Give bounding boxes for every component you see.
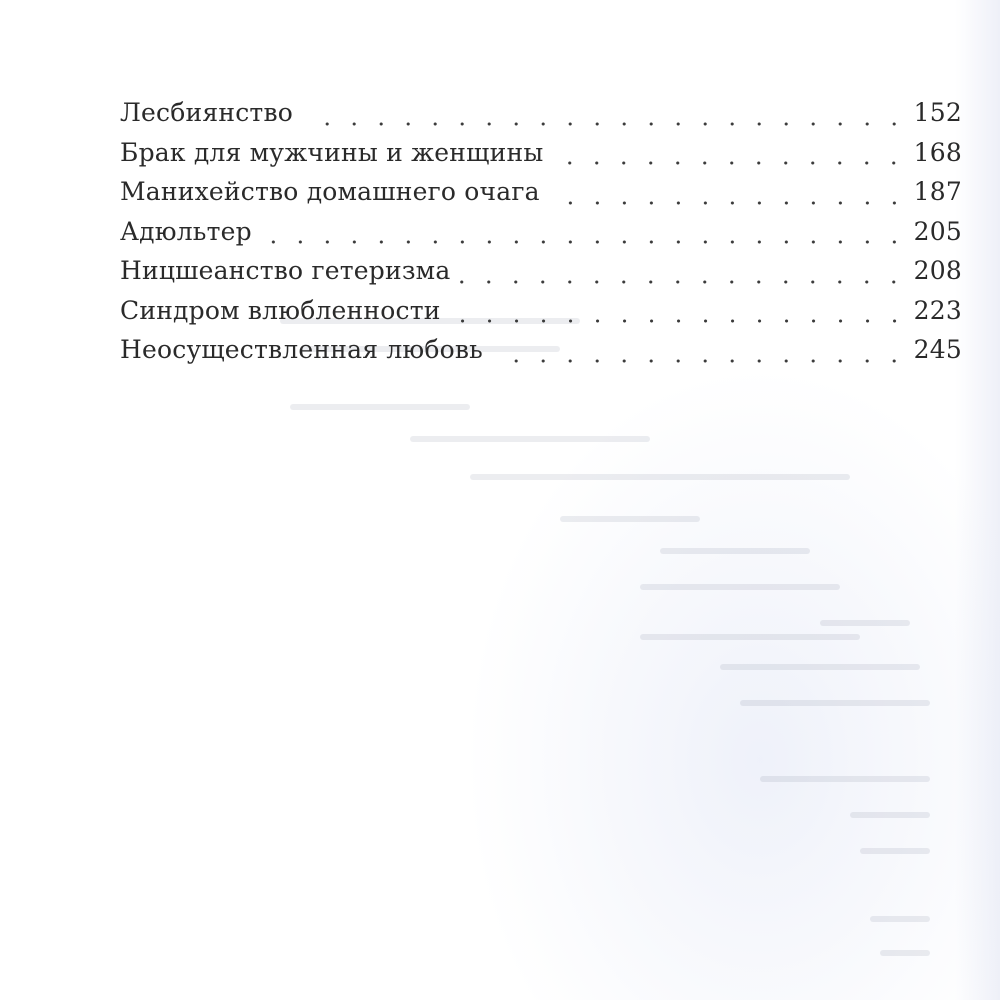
toc-entry-title: Манихейство домашнего очага	[120, 177, 540, 206]
dot-leader	[553, 161, 907, 165]
dot-leader	[550, 201, 908, 205]
toc-entry-page: 245	[913, 335, 962, 364]
toc-entry-page: 208	[913, 256, 962, 285]
dot-leader	[493, 359, 908, 363]
toc-entry-title: Неосуществленная любовь	[120, 335, 483, 364]
dot-leader	[460, 280, 907, 284]
dot-leader	[451, 319, 908, 323]
toc-entry-title: Адюльтер	[120, 216, 252, 246]
toc-entry-page: 152	[913, 98, 962, 127]
toc-entry-title: Брак для мужчины и женщины	[120, 137, 544, 167]
toc-entry	[120, 177, 962, 217]
toc-entry-page: 187	[913, 177, 962, 206]
toc-entry	[120, 98, 962, 138]
toc-entry-page: 205	[913, 216, 962, 246]
toc-entry	[120, 256, 962, 296]
toc-entry-title: Ницшеанство гетеризма	[120, 256, 451, 285]
toc-entry-title: Синдром влюбленности	[120, 295, 441, 325]
toc-entry	[120, 138, 962, 178]
toc-entry	[120, 296, 962, 336]
toc-entry	[120, 335, 962, 375]
toc-entry-title: Лесбиянство	[120, 98, 293, 127]
toc-entry-page: 168	[913, 137, 962, 167]
dot-leader	[262, 240, 908, 244]
dot-leader	[303, 122, 908, 126]
toc-entry-page: 223	[913, 295, 962, 325]
toc-entry	[120, 217, 962, 257]
table-of-contents	[120, 98, 962, 375]
